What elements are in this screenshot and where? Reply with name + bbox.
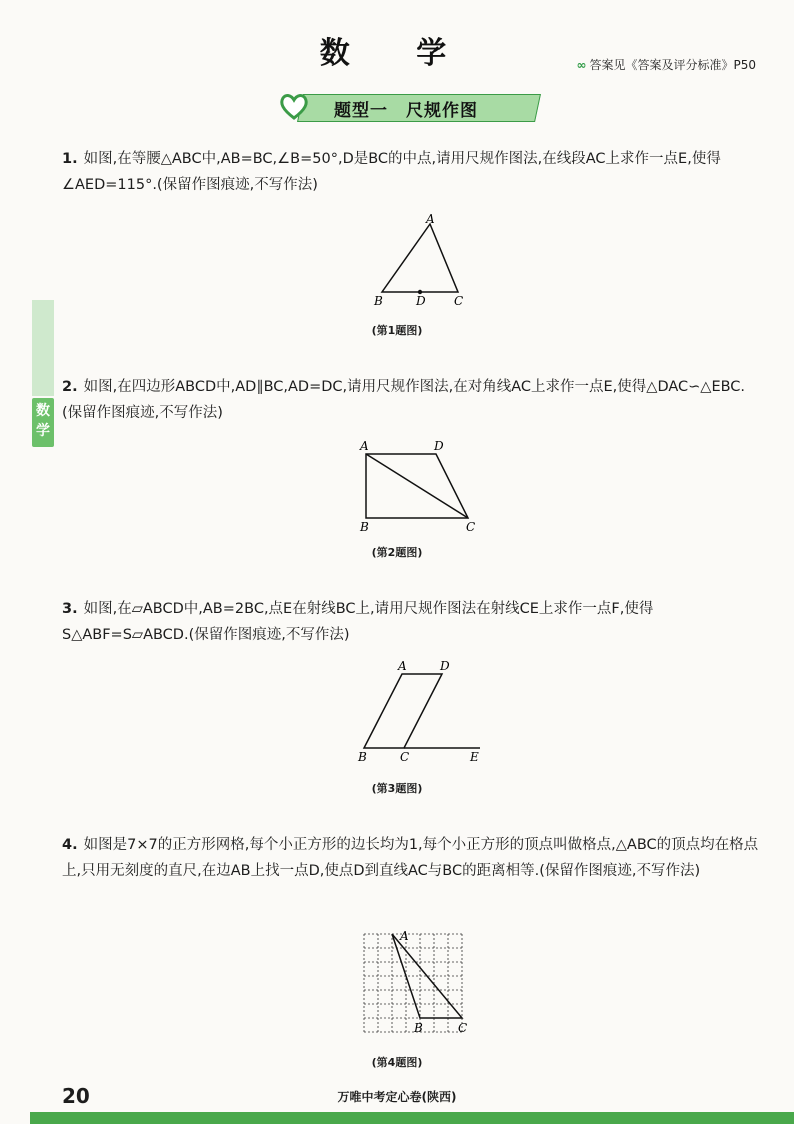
page-number: 20 <box>62 1084 90 1108</box>
label-d: D <box>416 294 426 308</box>
question-text: 如图,在▱ABCD中,AB=2BC,点E在射线BC上,请用尺规作图法在射线CE上求作一点F,使得S△ABF=S▱ABCD.(保留作图痕迹,不写作法) <box>62 601 654 643</box>
figure-3 <box>352 658 492 764</box>
question-1 <box>62 146 762 198</box>
question-number: 1. <box>62 151 78 167</box>
heart-icon <box>278 90 310 122</box>
figure-4 <box>362 924 478 1040</box>
question-text: 如图,在等腰△ABC中,AB=BC,∠B=50°,D是BC的中点,请用尺规作图法,在线段AC上求作一点E,使得∠AED=115°.(保留作图痕迹,不写作法) <box>62 151 721 193</box>
question-number: 4. <box>62 837 78 853</box>
caption-3: (第3题图) <box>371 782 423 795</box>
question-4 <box>62 832 762 884</box>
answer-reference-text: 答案见《答案及评分标准》P50 <box>589 58 756 72</box>
label-a: A <box>398 659 407 673</box>
link-icon: ∞ <box>576 58 587 72</box>
subject-tab <box>32 398 54 447</box>
label-b: B <box>358 750 367 764</box>
question-3 <box>62 596 762 648</box>
question-2 <box>62 374 762 426</box>
subject-tab-char-1: 数 <box>36 403 50 419</box>
label-d: D <box>434 439 444 453</box>
triangle-abc <box>392 934 462 1018</box>
label-c: C <box>454 294 464 308</box>
question-text: 如图,在四边形ABCD中,AD∥BC,AD=DC,请用尺规作图法,在对角线AC上求作一点E,使得△DAC∽△EBC.(保留作图痕迹,不写作法) <box>62 379 746 421</box>
caption-4: (第4题图) <box>371 1056 423 1069</box>
section-title: 题型一 尺规作图 <box>334 101 478 121</box>
page-title: 数 学 <box>319 36 475 71</box>
label-a: A <box>400 929 409 943</box>
figure-2 <box>356 438 486 534</box>
label-e: E <box>470 750 479 764</box>
label-c: C <box>400 750 410 764</box>
side-decoration <box>32 300 54 396</box>
book-title: 万唯中考定心卷(陕西) <box>337 1090 457 1104</box>
subject-tab-char-2: 学 <box>36 423 50 439</box>
label-c: C <box>458 1021 468 1035</box>
label-b: B <box>360 520 369 534</box>
figure-1 <box>360 212 480 312</box>
label-c: C <box>466 520 476 534</box>
footer-bar <box>30 1112 794 1124</box>
triangle-abc <box>382 224 458 292</box>
answer-reference <box>576 56 756 73</box>
caption-2: (第2题图) <box>371 546 423 559</box>
caption-1: (第1题图) <box>371 324 423 337</box>
label-b: B <box>414 1021 423 1035</box>
label-a: A <box>426 212 435 226</box>
label-a: A <box>360 439 369 453</box>
label-d: D <box>440 659 450 673</box>
question-text: 如图是7×7的正方形网格,每个小正方形的边长均为1,每个小正方形的顶点叫做格点,△ABC的顶点均在格点上,只用无刻度的直尺,在边AB上找一点D,使点D到直线AC与BC的距离相等.(保留作图痕迹,不写作法) <box>62 837 759 879</box>
section-banner <box>278 92 536 122</box>
question-number: 3. <box>62 601 78 617</box>
label-b: B <box>374 294 383 308</box>
parallelogram-abcd <box>364 674 442 748</box>
question-number: 2. <box>62 379 78 395</box>
